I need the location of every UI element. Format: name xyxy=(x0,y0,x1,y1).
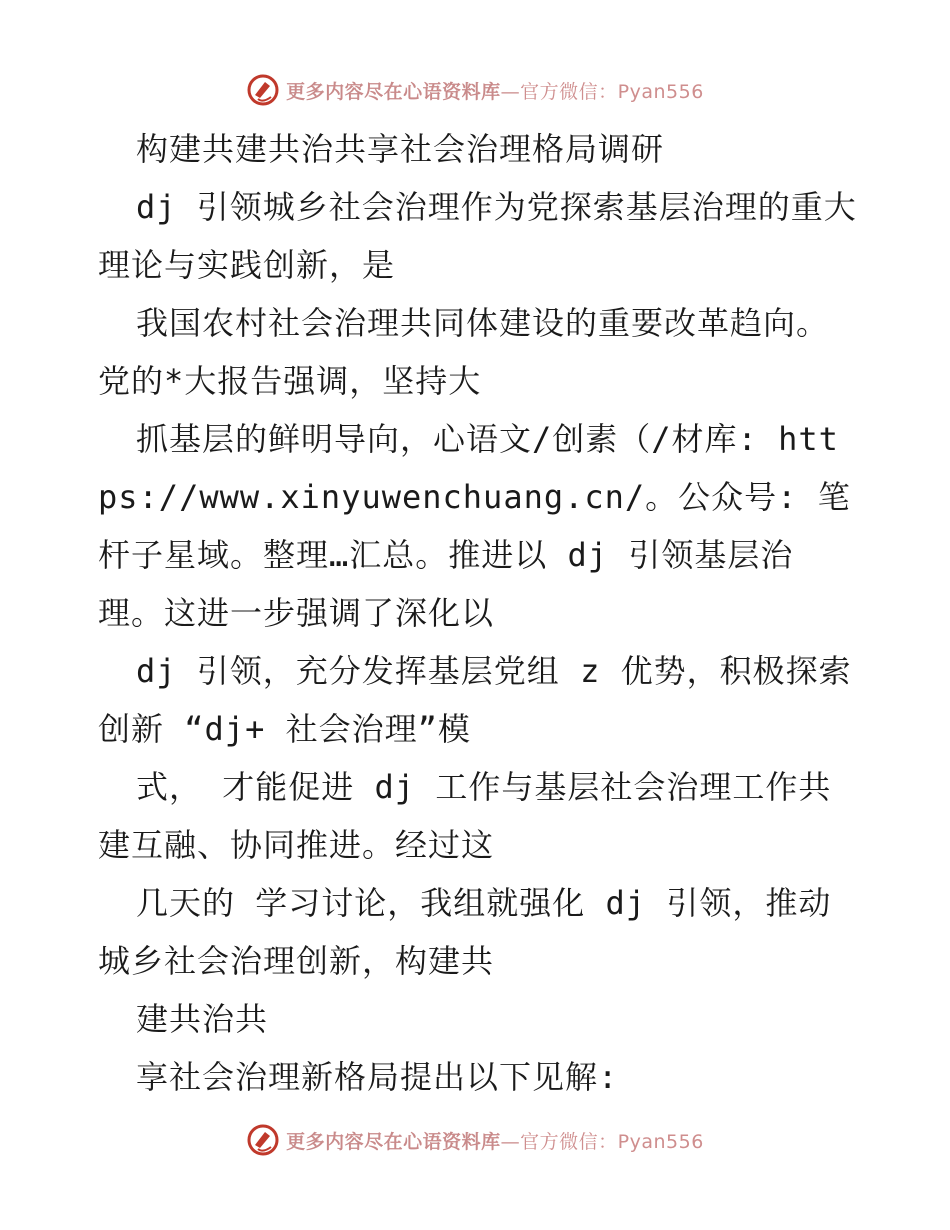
footer-banner-text xyxy=(286,1127,704,1154)
document-body xyxy=(98,120,858,1106)
paragraph: dj 引领，充分发挥基层党组 z 优势，积极探索创新 “dj+ 社会治理”模 xyxy=(98,652,852,748)
paragraph: 式， 才能促进 dj 工作与基层社会治理工作共建互融、协同推进。经过这 xyxy=(98,768,832,864)
paragraph: 几天的 学习讨论，我组就强化 dj 引领，推动城乡社会治理创新，构建共 xyxy=(98,884,832,980)
footer-separator: — xyxy=(500,1130,521,1153)
header-separator: — xyxy=(500,80,521,103)
paragraph: 抓基层的鲜明导向，心语文/创素（/材库: https://www.xinyuwenchuang.cn/。公众号: 笔杆子星域。整理…汇总。推进以 dj 引领基层治理。这进一步强调了深化以 xyxy=(98,420,851,632)
header-banner-text xyxy=(286,77,704,104)
library-logo-icon xyxy=(246,1123,280,1157)
header-site-text: 更多内容尽在心语资料库 xyxy=(286,80,501,103)
footer-wechat-text: 官方微信：Pyan556 xyxy=(520,1130,704,1153)
paragraph: 建共治共 xyxy=(136,1000,269,1038)
paragraph: dj 引领城乡社会治理作为党探索基层治理的重大理论与实践创新，是 xyxy=(98,188,857,284)
paragraph: 我国农村社会治理共同体建设的重要改革趋向。党的*大报告强调，坚持大 xyxy=(98,304,830,400)
header-wechat-text: 官方微信：Pyan556 xyxy=(520,80,704,103)
library-logo-icon xyxy=(246,73,280,107)
header-banner xyxy=(0,70,950,110)
footer-banner xyxy=(0,1120,950,1160)
paragraph: 享社会治理新格局提出以下见解: xyxy=(136,1058,619,1096)
document-title: 构建共建共治共享社会治理格局调研 xyxy=(136,130,665,168)
footer-site-text: 更多内容尽在心语资料库 xyxy=(286,1130,501,1153)
